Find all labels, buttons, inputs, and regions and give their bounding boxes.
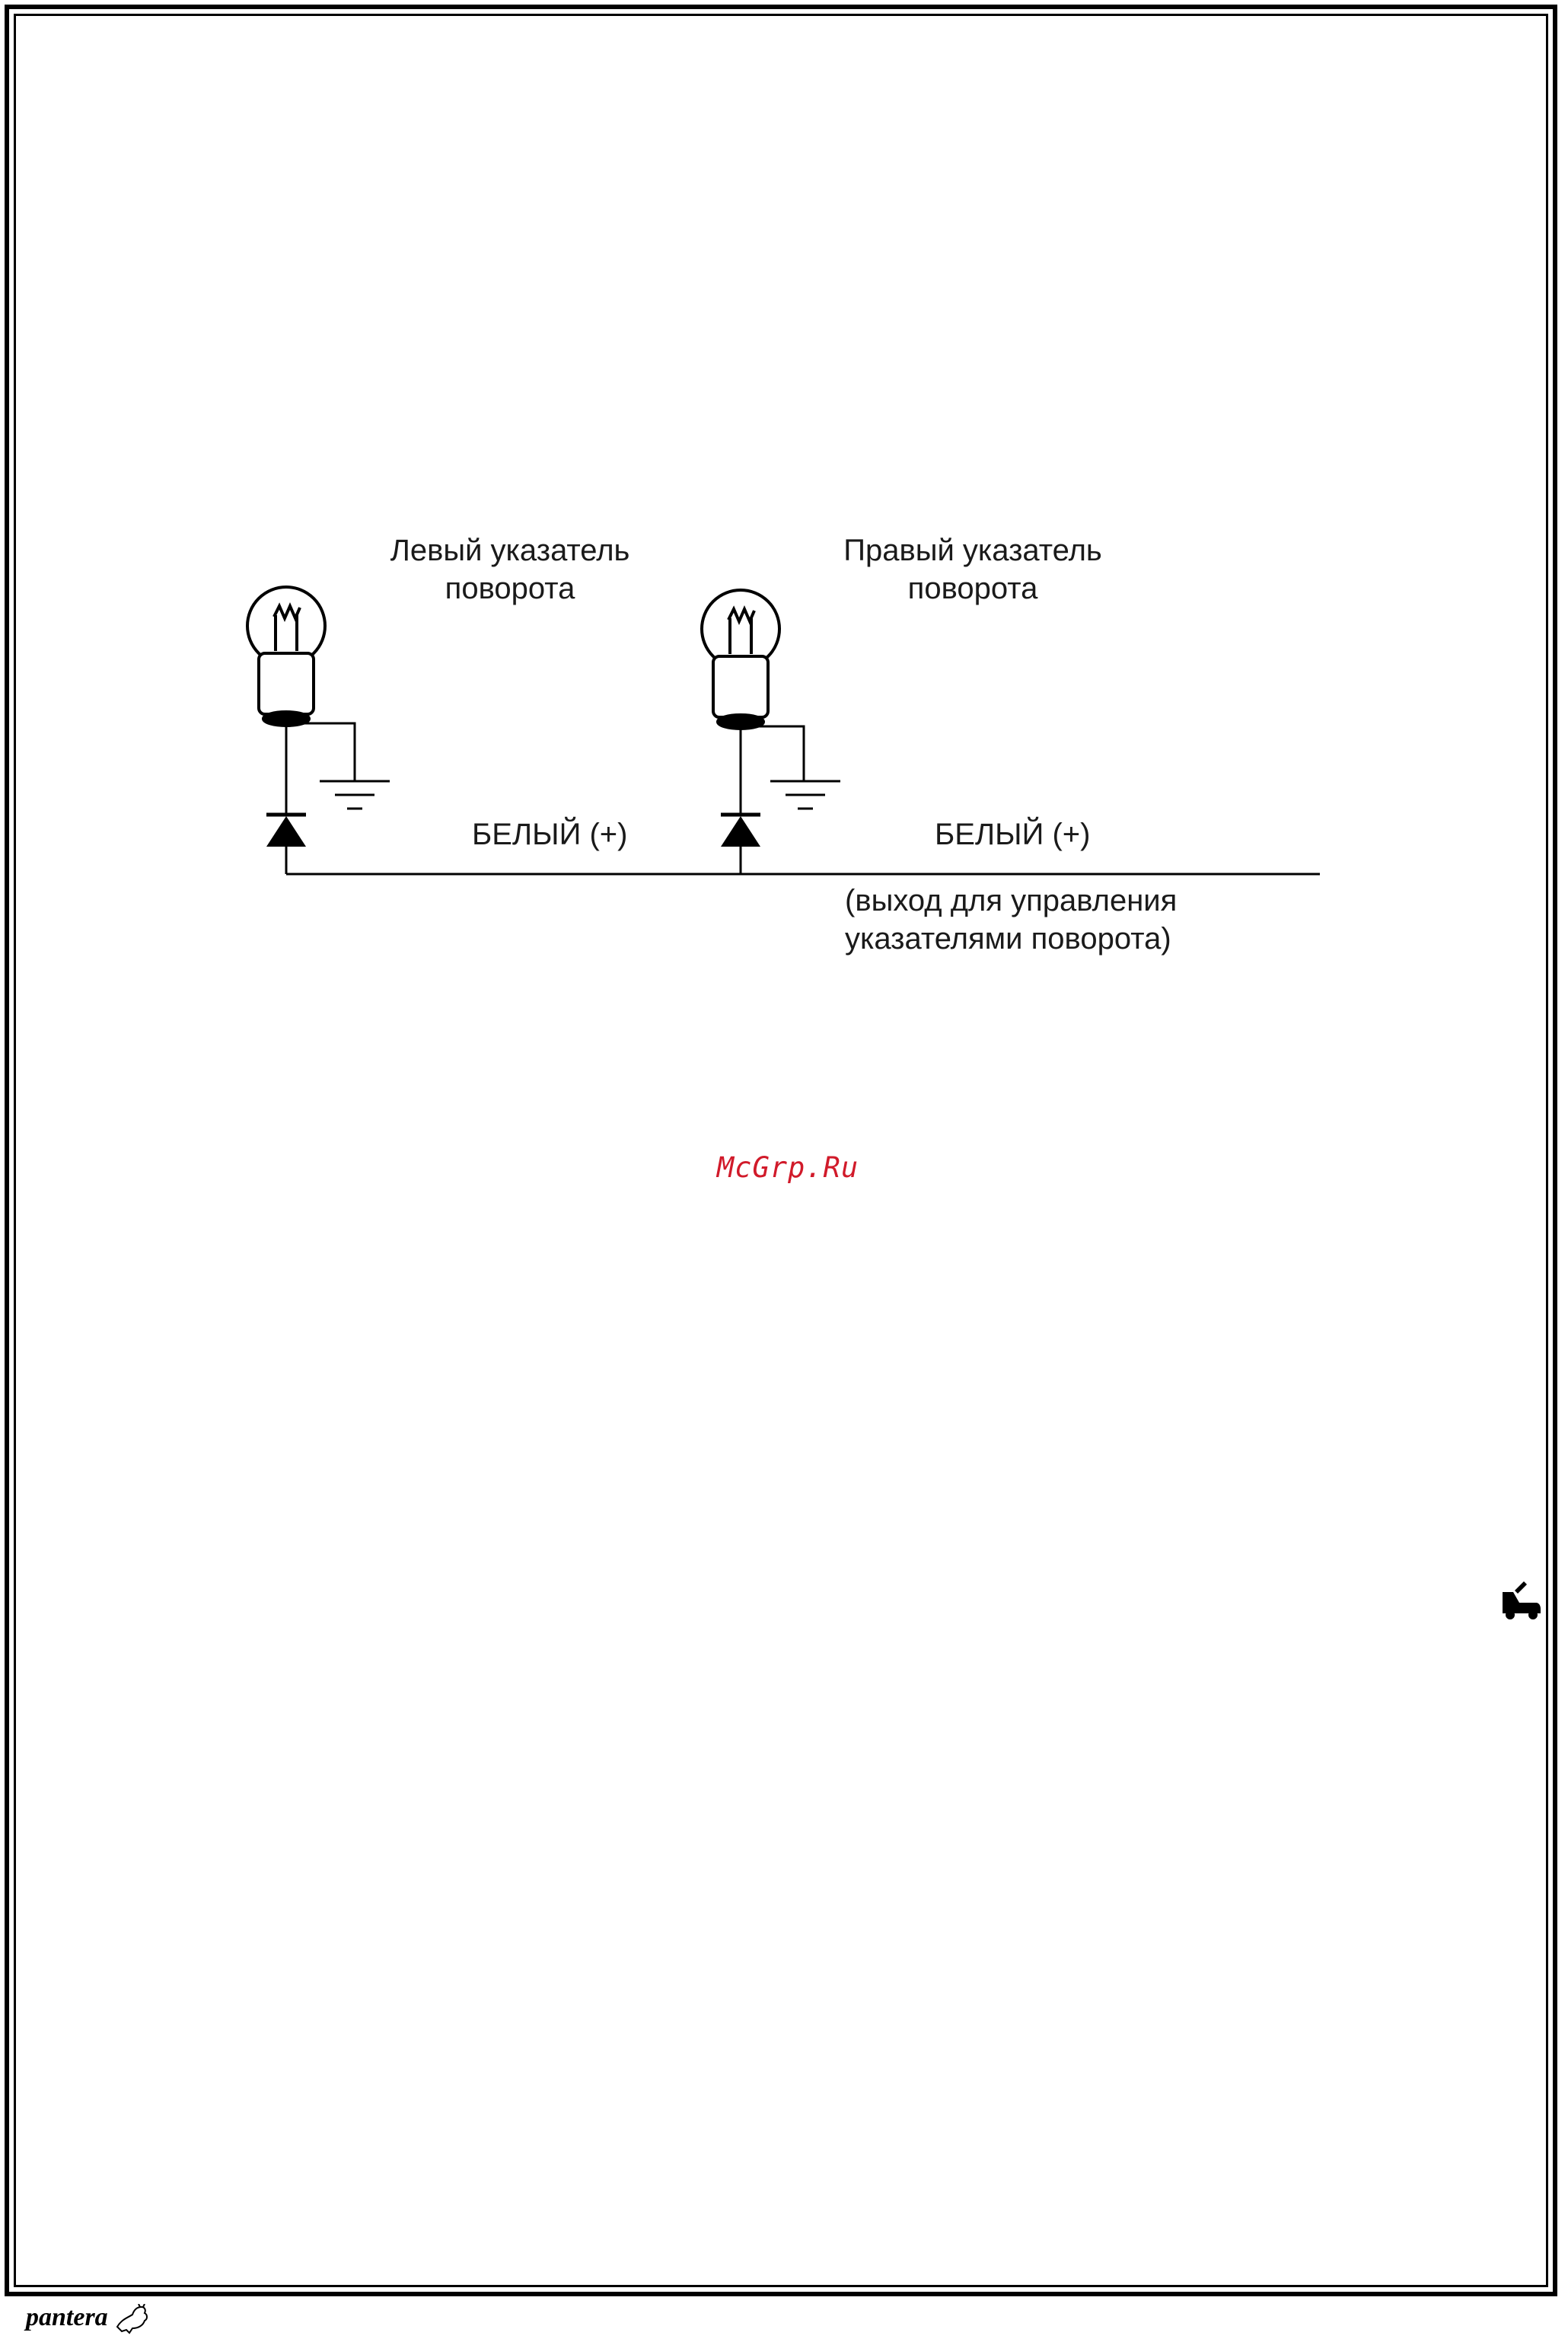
left-diode-icon [266,815,306,847]
watermark: McGrp.Ru [716,1151,859,1184]
right-lamp-icon [702,590,779,729]
car-trunk-icon [1498,1580,1544,1621]
right-lamp-label: Правый указатель поворота [843,534,1102,605]
left-lamp-icon [247,587,325,726]
right-diode-icon [721,815,760,847]
wire-label-white-left: БЕЛЫЙ (+) [472,818,628,851]
brand-name: pantera [26,2303,108,2331]
left-ground-icon [286,723,390,809]
left-lamp-label: Левый указатель поворота [390,534,630,605]
brand-cat-icon [114,2304,149,2334]
output-note: (выход для управления указателями поворота) [845,884,1178,956]
wire-label-white-right: БЕЛЫЙ (+) [935,818,1091,851]
brand-logo [26,2303,149,2334]
right-ground-icon [741,726,840,809]
